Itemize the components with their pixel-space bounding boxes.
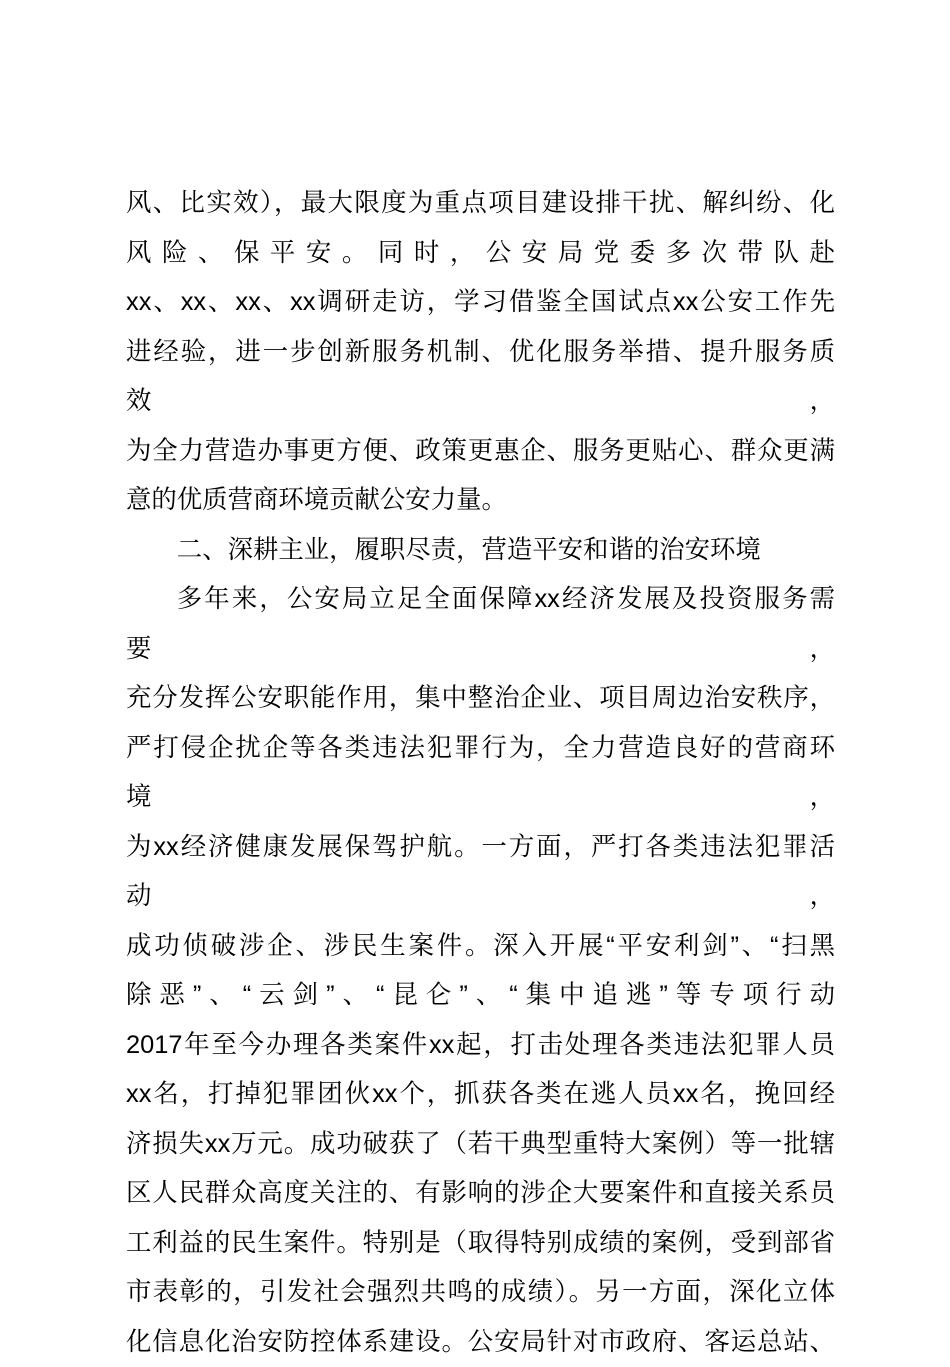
text-line: xx名，打掉犯罪团伙xx个，抓获各类在逃人员xx名，挽回经 — [126, 1070, 835, 1120]
text-line: 2017年至今办理各类案件xx起，打击处理各类违法犯罪人员 — [126, 1021, 835, 1071]
text-line: 多年来，公安局立足全面保障xx经济发展及投资服务需要， — [126, 575, 835, 674]
text-line: 化信息化治安防控体系建设。公安局针对市政府、客运总站、 — [126, 1318, 835, 1367]
text-line: 区人民群众高度关注的、有影响的涉企大要案件和直接关系员 — [126, 1169, 835, 1219]
text-line: 成功侦破涉企、涉民生案件。深入开展“平安利剑”、“扫黑 — [126, 922, 835, 972]
text-line: 除恶”、“云剑”、“昆仑”、“集中追逃”等专项行动 — [126, 971, 835, 1021]
text-line: 工利益的民生案件。特别是（取得特别成绩的案例，受到部省 — [126, 1219, 835, 1269]
text-line: 严打侵企扰企等各类违法犯罪行为，全力营造良好的营商环境， — [126, 724, 835, 823]
text-line: 意的优质营商环境贡献公安力量。 — [126, 476, 835, 526]
text-line: 为全力营造办事更方便、政策更惠企、服务更贴心、群众更满 — [126, 427, 835, 477]
text-line: 进经验，进一步创新服务机制、优化服务举措、提升服务质效， — [126, 328, 835, 427]
section-heading: 二、深耕主业，履职尽责，营造平安和谐的治安环境 — [126, 526, 835, 576]
text-line: xx、xx、xx、xx调研走访，学习借鉴全国试点xx公安工作先 — [126, 278, 835, 328]
text-line: 市表彰的，引发社会强烈共鸣的成绩）。另一方面，深化立体 — [126, 1268, 835, 1318]
text-line: 风险、保平安。同时，公安局党委多次带队赴 — [126, 229, 835, 279]
text-line: 充分发挥公安职能作用，集中整治企业、项目周边治安秩序， — [126, 674, 835, 724]
text-line: 为xx经济健康发展保驾护航。一方面，严打各类违法犯罪活动， — [126, 823, 835, 922]
text-line: 济损失xx万元。成功破获了（若干典型重特大案例）等一批辖 — [126, 1120, 835, 1170]
text-line: 风、比实效），最大限度为重点项目建设排干扰、解纠纷、化 — [126, 179, 835, 229]
